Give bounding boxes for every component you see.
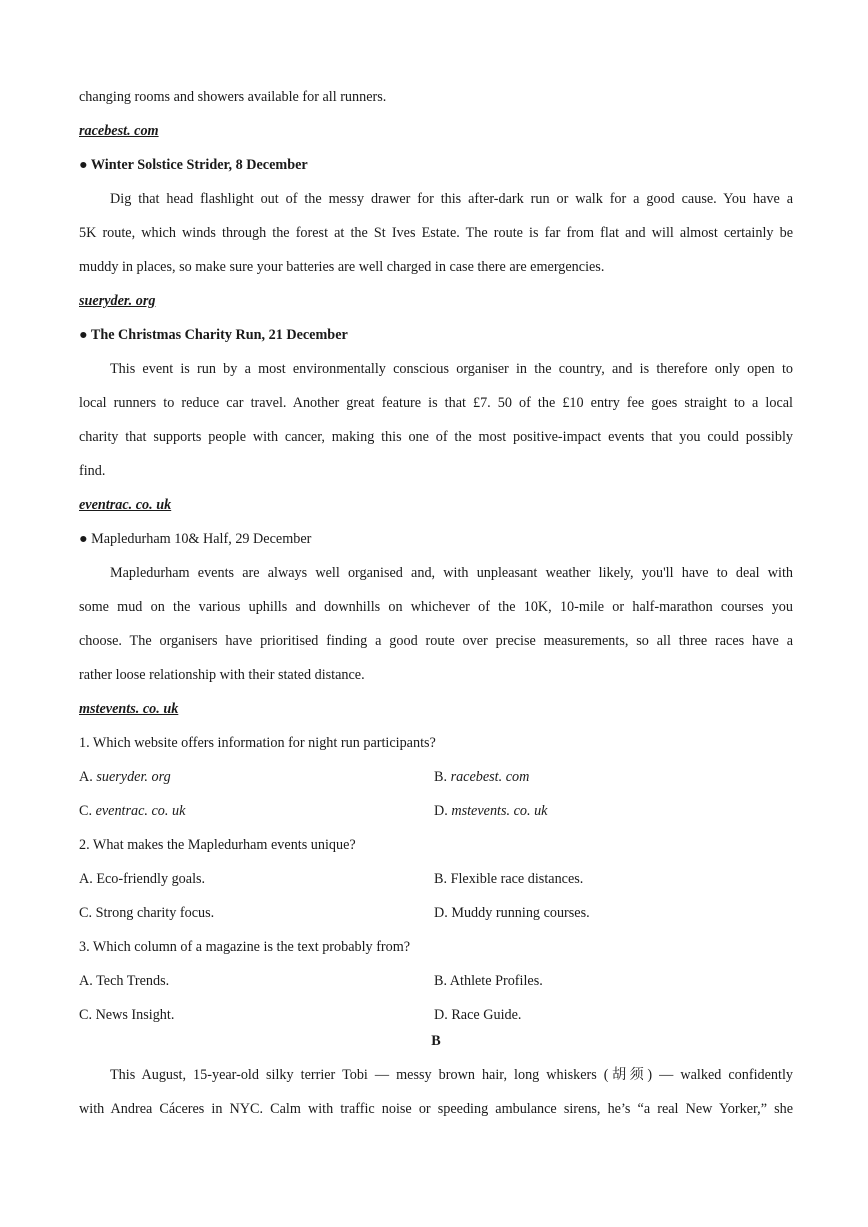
answer-option-c[interactable] [79,1004,434,1030]
event-paragraph-line: rather loose relationship with their stated distance. [79,667,365,683]
answer-options-row [79,766,793,800]
answer-option-b[interactable] [434,766,793,800]
section-heading: B [431,1033,441,1049]
option-letter: A. [79,769,97,785]
event-paragraph-line: 5K route, which winds through the forest at the St Ives Estate. The route is far from flat and will almost certainly be [79,225,793,241]
question-stem: 3. Which column of a magazine is the text probably from? [79,939,411,955]
website-link-racebest[interactable]: racebest. com [79,123,159,139]
answer-options-row [79,902,793,936]
option-text: Athlete Profiles. [449,973,543,989]
website-link-eventrac[interactable]: eventrac. co. uk [79,497,172,513]
option-letter: B. [434,973,450,989]
option-text: Tech Trends. [96,973,170,989]
passage-line: with Andrea Cáceres in NYC. Calm with traffic noise or speeding ambulance sirens, he’s “a real New Yorker,” she [79,1101,793,1117]
passage-line: This August, 15-year-old silky terrier Tobi — messy brown hair, long whiskers (胡须) — walked confidently [110,1067,793,1083]
event-paragraph-line: choose. The organisers have prioritised finding a good route over precise measurements, so all three races have a [79,633,793,649]
option-letter: D. [434,803,452,819]
question-stem: 1. Which website offers information for night run participants? [79,735,436,751]
answer-option-b[interactable] [434,868,793,902]
answer-options-row [79,1004,793,1030]
answer-option-a[interactable] [79,868,434,902]
answer-option-c[interactable] [79,902,434,936]
event-paragraph-line: Mapledurham events are always well organised and, with unpleasant weather likely, you'll have to deal with [110,565,793,581]
website-link-mstevents[interactable]: mstevents. co. uk [79,701,179,717]
option-letter: C. [79,1007,96,1023]
option-text: mstevents. co. uk [451,803,548,819]
intro-line: changing rooms and showers available for all runners. [79,89,387,105]
website-link-sueryder[interactable]: sueryder. org [79,293,156,309]
event-paragraph-line: local runners to reduce car travel. Another great feature is that £7. 50 of the £10 entry fee goes straight to a local [79,395,793,411]
option-text: racebest. com [450,769,530,785]
option-letter: C. [79,803,96,819]
answer-option-a[interactable] [79,766,434,800]
event-paragraph-line: find. [79,463,106,479]
document-page [79,86,793,1132]
option-letter: D. [434,1007,452,1023]
event-paragraph-line: muddy in places, so make sure your batteries are well charged in case there are emergencies. [79,259,605,275]
event-title-winter-solstice: ● Winter Solstice Strider, 8 December [79,157,308,173]
option-text: Flexible race distances. [450,871,584,887]
event-title-christmas-charity: ● The Christmas Charity Run, 21 December [79,327,348,343]
option-letter: B. [434,871,451,887]
option-text: News Insight. [95,1007,175,1023]
option-letter: B. [434,769,451,785]
option-letter: D. [434,905,452,921]
event-paragraph-line: This event is run by a most environmentally conscious organiser in the country, and is therefore only open to [110,361,793,377]
option-text: eventrac. co. uk [95,803,186,819]
option-text: sueryder. org [96,769,171,785]
answer-option-d[interactable] [434,1004,793,1030]
answer-option-b[interactable] [434,970,793,1004]
option-text: Race Guide. [451,1007,522,1023]
answer-option-d[interactable] [434,902,793,936]
answer-option-a[interactable] [79,970,434,1004]
option-text: Muddy running courses. [451,905,590,921]
answer-option-c[interactable] [79,800,434,834]
answer-options-row [79,970,793,1004]
answer-options-row [79,800,793,834]
answer-option-d[interactable] [434,800,793,834]
option-letter: C. [79,905,96,921]
event-paragraph-line: charity that supports people with cancer, making this one of the most positive-impact events that you could possibly [79,429,793,445]
option-letter: A. [79,871,97,887]
answer-options-row [79,868,793,902]
event-title-mapledurham: ● Mapledurham 10& Half, 29 December [79,531,312,547]
option-text: Strong charity focus. [95,905,215,921]
event-paragraph-line: some mud on the various uphills and downhills on whichever of the 10K, 10-mile or half-marathon courses you [79,599,793,615]
option-text: Eco-friendly goals. [96,871,206,887]
event-paragraph-line: Dig that head flashlight out of the messy drawer for this after-dark run or walk for a good cause. You have a [110,191,793,207]
question-stem: 2. What makes the Mapledurham events unique? [79,837,356,853]
option-letter: A. [79,973,97,989]
